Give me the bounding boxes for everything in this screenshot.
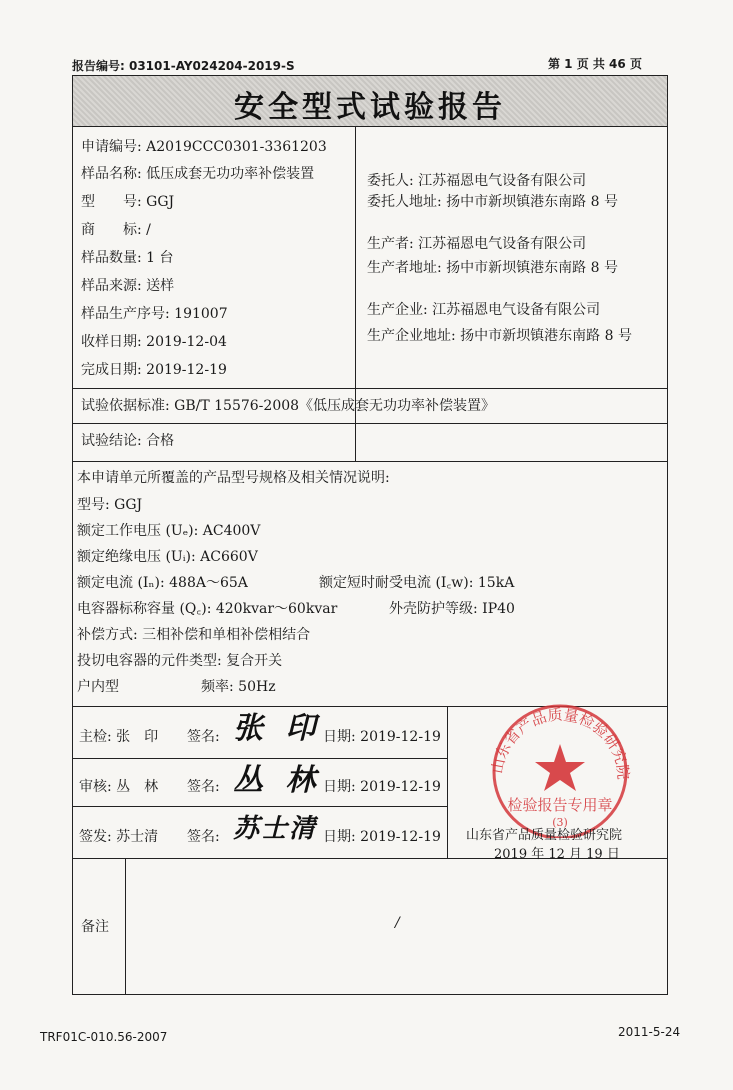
sign-divider xyxy=(447,706,448,858)
info-serial: 样品生产序号: 191007 xyxy=(81,306,228,322)
reviewer-signature: 丛 林 xyxy=(233,763,322,798)
stamp-star-icon xyxy=(535,744,585,791)
info-client: 委托人: 江苏福恩电气设备有限公司 xyxy=(367,173,587,189)
info-trademark: 商 标: / xyxy=(81,222,151,238)
issuer-signature: 苏士清 xyxy=(233,814,318,844)
issuer-role: 签发: 苏士清 xyxy=(79,829,159,845)
remarks-divider xyxy=(125,858,126,994)
row-divider xyxy=(73,758,447,759)
footer-date: 2011-5-24 xyxy=(618,1025,681,1039)
footer-form-code: TRF01C-010.56-2007 xyxy=(40,1030,168,1044)
info-sample-name: 样品名称: 低压成套无功功率补偿装置 xyxy=(81,166,315,182)
inspector-sign-label: 签名: xyxy=(187,729,220,745)
info-factory-address: 生产企业地址: 扬中市新坝镇港东南路 8 号 xyxy=(367,328,632,344)
spec-frequency: 频率: 50Hz xyxy=(201,679,276,695)
row-divider xyxy=(73,388,667,389)
inspector-date: 日期: 2019-12-19 xyxy=(323,729,441,745)
row-divider xyxy=(73,806,447,807)
reviewer-role: 审核: 丛 林 xyxy=(79,779,159,795)
info-producer: 生产者: 江苏福恩电气设备有限公司 xyxy=(367,236,587,252)
spec-short-time-current: 额定短时耐受电流 (I꜀w): 15kA xyxy=(319,575,515,591)
info-source: 样品来源: 送样 xyxy=(81,278,175,294)
remarks-value: / xyxy=(395,915,400,931)
spec-rated-voltage: 额定工作电压 (Uₑ): AC400V xyxy=(77,523,261,539)
page-info: 第 1 页 共 46 页 xyxy=(548,57,642,71)
info-received-date: 收样日期: 2019-12-04 xyxy=(81,334,227,350)
spec-compensation: 补偿方式: 三相补偿和单相补偿相结合 xyxy=(77,627,311,643)
spec-switch-type: 投切电容器的元件类型: 复合开关 xyxy=(77,653,283,669)
report-number: 报告编号: 03101-AY024204-2019-S xyxy=(72,59,295,73)
spec-insulation-voltage: 额定绝缘电压 (Uᵢ): AC660V xyxy=(77,549,258,565)
info-model: 型 号: GGJ xyxy=(81,194,175,210)
spec-protection: 外壳防护等级: IP40 xyxy=(389,601,515,617)
spec-heading: 本申请单元所覆盖的产品型号规格及相关情况说明: xyxy=(77,470,390,486)
info-producer-address: 生产者地址: 扬中市新坝镇港东南路 8 号 xyxy=(367,260,618,276)
remarks-label: 备注 xyxy=(81,919,109,935)
inspector-role: 主检: 张 印 xyxy=(79,729,159,745)
spec-indoor: 户内型 xyxy=(77,679,119,695)
stamp-date: 2019 年 12 月 19 日 xyxy=(494,847,620,862)
stamp-ring-text: 山东省产品质量检验研究院 xyxy=(487,705,633,781)
test-standard: 试验依据标准: GB/T 15576-2008《低压成套无功功率补偿装置》 xyxy=(81,398,496,414)
reviewer-date: 日期: 2019-12-19 xyxy=(323,779,441,795)
official-stamp xyxy=(480,698,640,838)
info-factory: 生产企业: 江苏福恩电气设备有限公司 xyxy=(367,302,601,318)
stamp-seal xyxy=(480,698,640,838)
report-title: 安全型式试验报告 xyxy=(234,90,506,125)
inspector-signature: 张 印 xyxy=(233,711,322,746)
title-band xyxy=(73,76,667,127)
issuer-sign-label: 签名: xyxy=(187,829,220,845)
info-application-no: 申请编号: A2019CCC0301-3361203 xyxy=(81,139,327,155)
test-conclusion: 试验结论: 合格 xyxy=(81,433,175,449)
row-divider xyxy=(73,423,667,424)
row-divider xyxy=(73,461,667,462)
spec-model: 型号: GGJ xyxy=(77,497,143,513)
stamp-org: 山东省产品质量检验研究院 xyxy=(466,828,623,843)
info-completed-date: 完成日期: 2019-12-19 xyxy=(81,362,227,378)
stamp-center-text: 检验报告专用章 xyxy=(507,796,613,814)
info-quantity: 样品数量: 1 台 xyxy=(81,250,174,266)
stamp-number: (3) xyxy=(552,816,568,829)
spec-capacitor-capacity: 电容器标称容量 (Q꜀): 420kvar～60kvar xyxy=(77,601,338,617)
spec-rated-current: 额定电流 (Iₙ): 488A～65A xyxy=(77,575,248,591)
info-client-address: 委托人地址: 扬中市新坝镇港东南路 8 号 xyxy=(367,194,618,210)
reviewer-sign-label: 签名: xyxy=(187,779,220,795)
issuer-date: 日期: 2019-12-19 xyxy=(323,829,441,845)
